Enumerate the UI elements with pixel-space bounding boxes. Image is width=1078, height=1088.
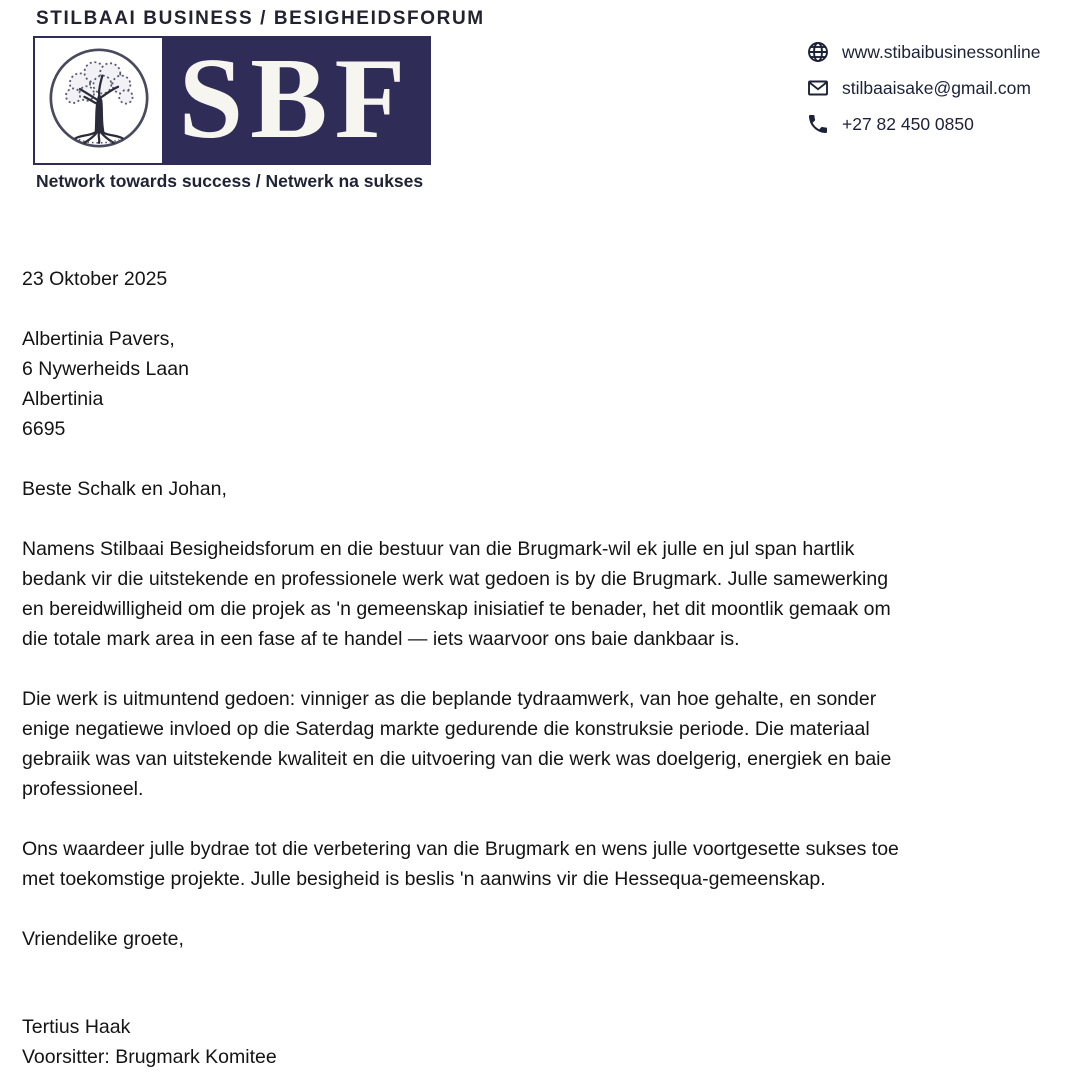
letter-date: 23 Oktober 2025 [22,268,168,290]
paragraph-line: bedank vir die uitstekende en professionele werk wat gedoen is by die Brugmark. Julle samewerking [22,568,889,590]
paragraph-line: Die werk is uitmuntend gedoen: vinniger as die beplande tydraamwerk, van hoe gehalte, en sonder [22,688,877,710]
recipient-line: Albertinia [22,388,104,410]
sbf-logo [33,36,431,165]
phone-icon [806,112,830,136]
signature-name: Tertius Haak [22,1016,131,1038]
org-name-heading: STILBAAI BUSINESS / BESIGHEIDSFORUM [36,8,485,29]
contact-row-phone [806,110,1040,138]
paragraph-1 [22,534,1022,654]
paragraph-2 [22,684,1022,804]
phone-text: +27 82 450 0850 [842,113,974,134]
paragraph-line: en bereidwilligheid om die projek as 'n gemeenskap inisiatief te benader, het dit moontlik gemaak om [22,598,891,620]
paragraph-line: Namens Stilbaai Besigheidsforum en die bestuur van die Brugmark-wil ek julle en jul span hartlik [22,538,855,560]
website-text: www.stibaibusinessonline [842,41,1041,62]
logo-tree-panel [35,38,162,163]
recipient-line: Albertinia Pavers, [22,328,175,350]
recipient-line: 6 Nywerheids Laan [22,358,189,380]
email-text: stilbaaisake@gmail.com [842,77,1031,98]
logo-tagline: Network towards success / Netwerk na sukses [36,171,424,191]
paragraph-line: gebraiik was van uitstekende kwaliteit en die uitvoering van die werk was doelgerig, energiek en baie [22,748,892,770]
recipient-address [22,324,1022,444]
paragraph-line: professioneel. [22,778,144,800]
logo-acronym-panel [162,38,429,163]
salutation: Beste Schalk en Johan, [22,478,227,500]
contact-row-email [806,74,1040,102]
paragraph-line: die totale mark area in een fase af te handel — iets waarvoor ons baie dankbaar is. [22,628,740,650]
globe-icon [806,40,830,64]
paragraph-line: met toekomstige projekte. Julle besigheid is beslis 'n aanwins vir die Hessequa-gemeenskap. [22,868,826,890]
closing: Vriendelike groete, [22,928,184,950]
paragraph-3 [22,834,1022,894]
signature-title: Voorsitter: Brugmark Komitee [22,1046,277,1068]
contact-row-website [806,38,1040,66]
paragraph-line: enige negatiewe invloed op die Saterdag markte gedurende die konstruksie periode. Die materiaal [22,718,870,740]
recipient-line: 6695 [22,418,66,440]
tree-of-life-icon [43,42,155,159]
paragraph-line: Ons waardeer julle bydrae tot die verbetering van die Brugmark en wens julle voortgesette sukses toe [22,838,899,860]
envelope-icon [806,76,830,100]
contact-block [806,38,1040,146]
logo-acronym-text: SBF [178,38,413,163]
